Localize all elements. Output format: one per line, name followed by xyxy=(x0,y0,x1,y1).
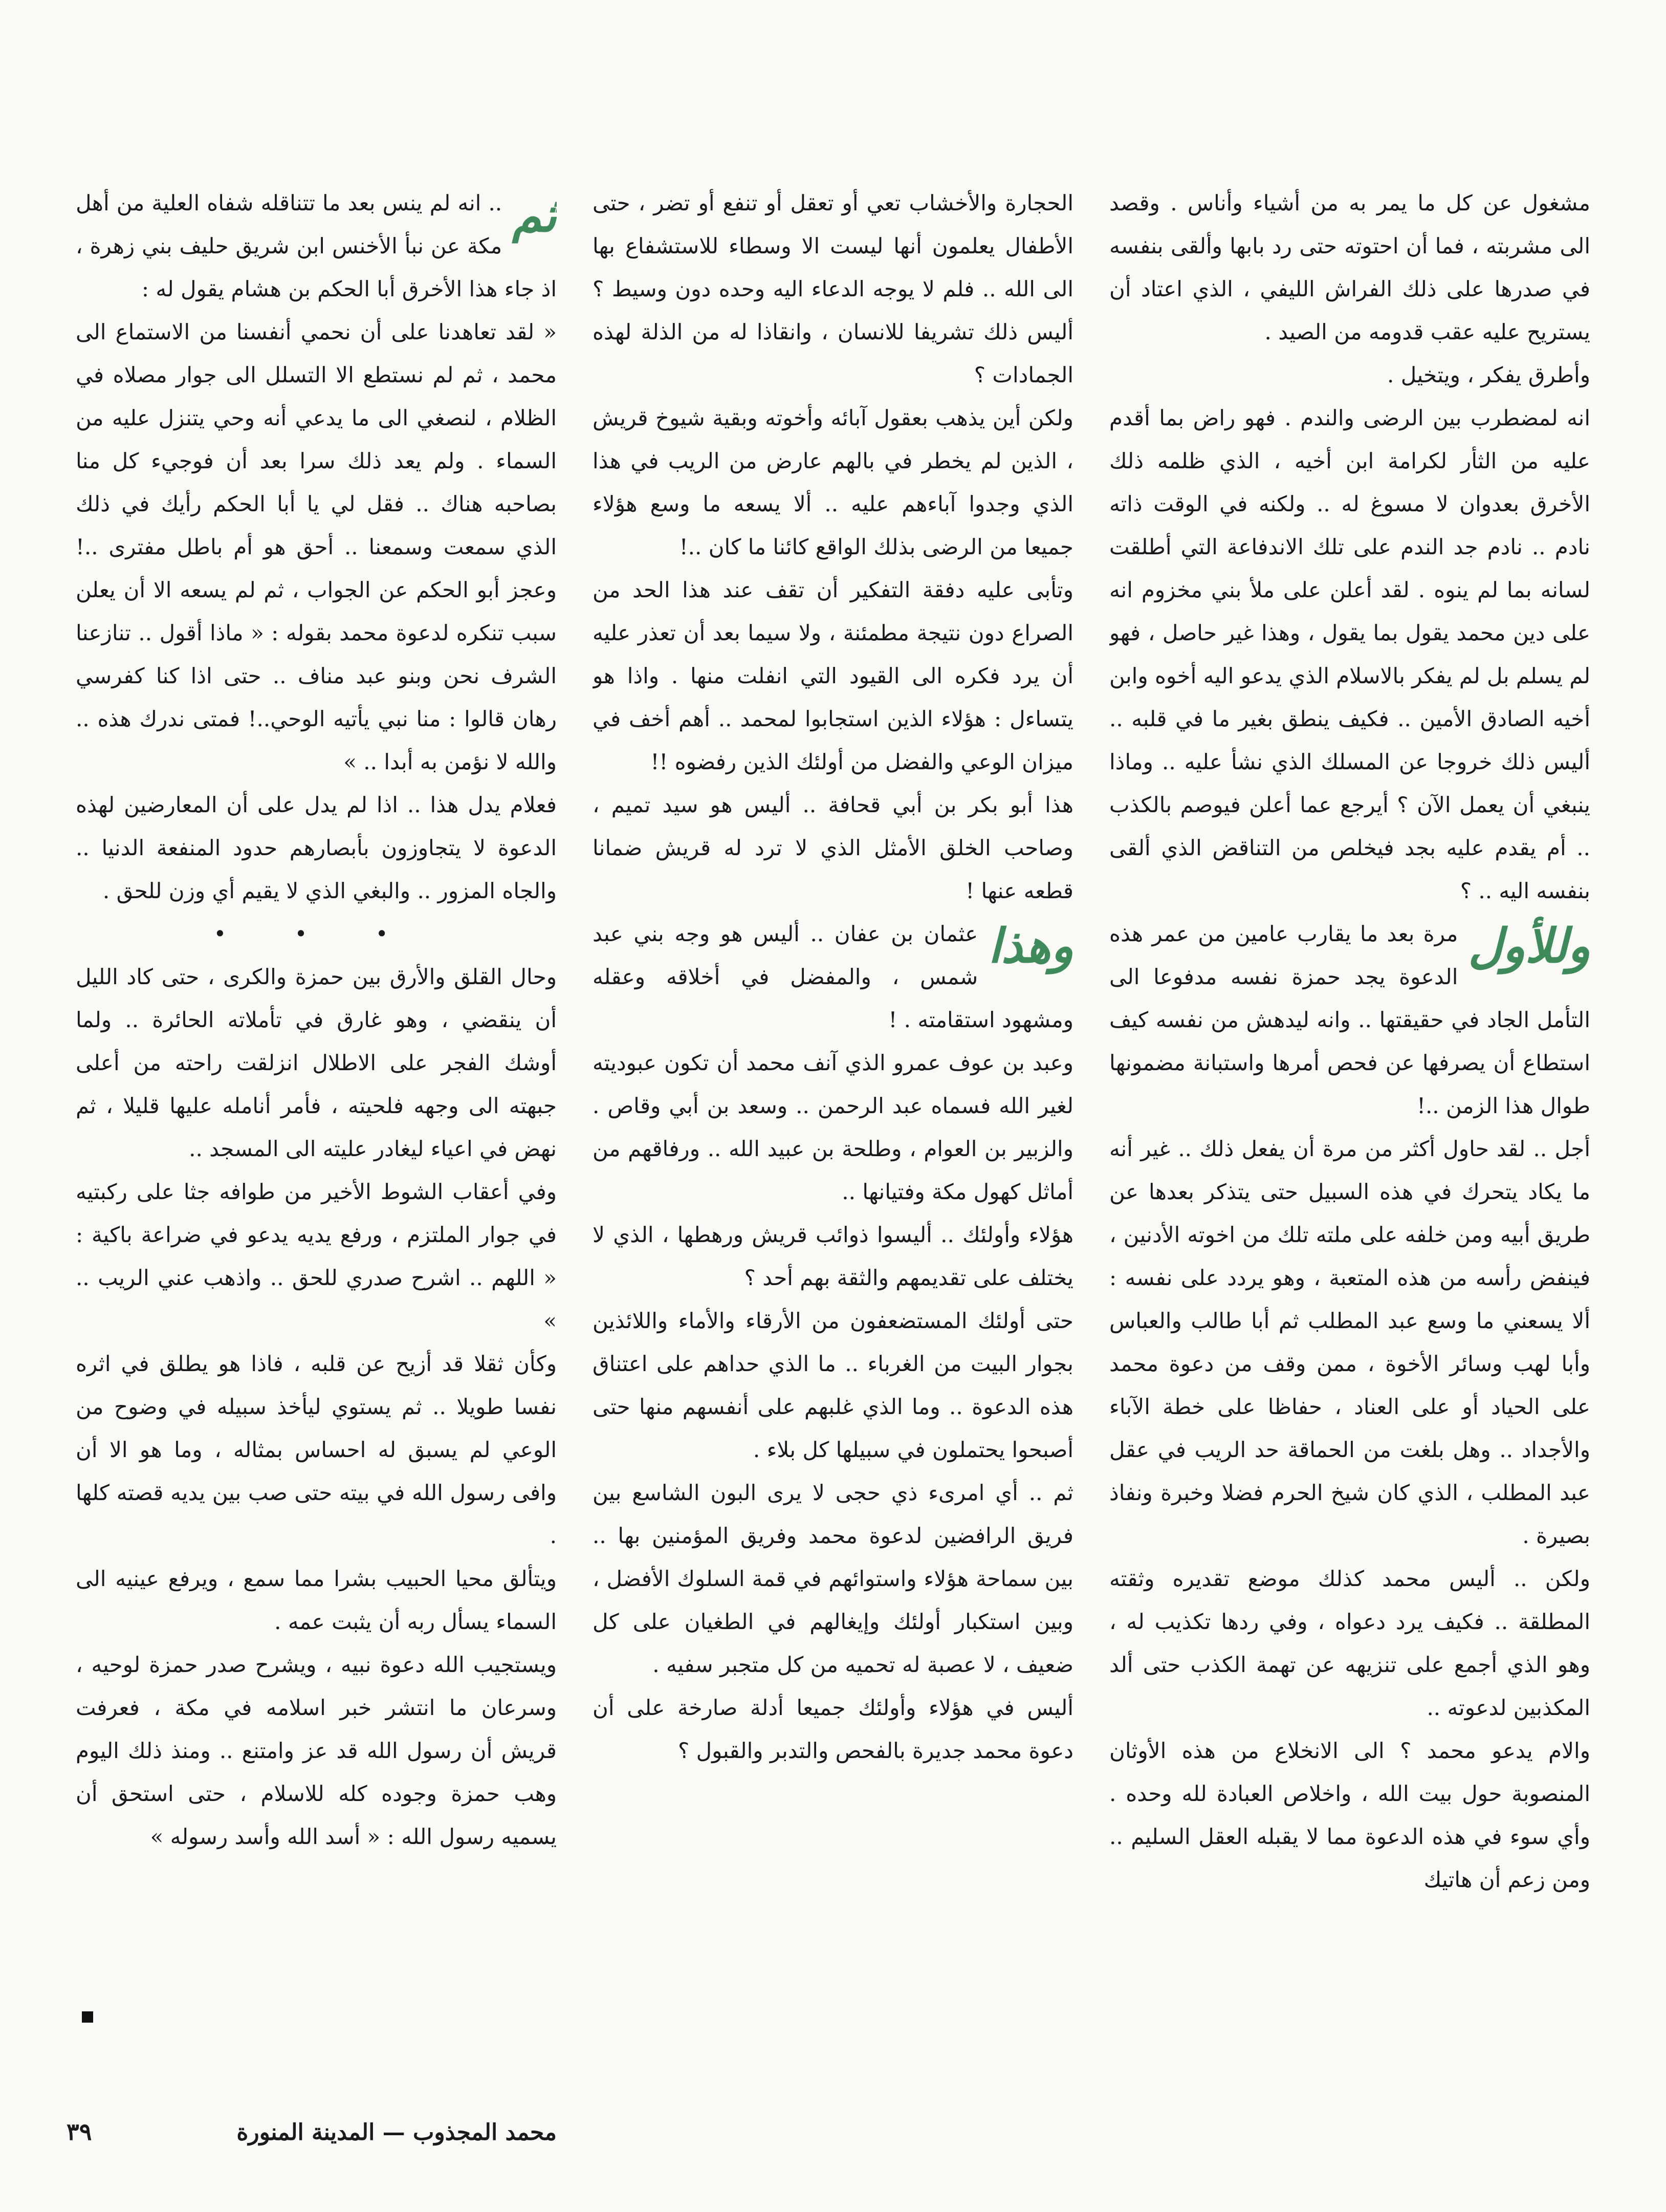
paragraph xyxy=(593,913,1073,1042)
paragraph: وعبد بن عوف عمرو الذي آنف محمد أن تكون عبوديته لغير الله فسماه عبد الرحمن .. وسعد بن أبي وقاص . والزبير بن العوام ، وطلحة بن عبيد الله .. ورفاقهم من أماثل كهول مكة وفتيانها .. xyxy=(593,1050,1073,1204)
paragraph: ولكن .. أليس محمد كذلك موضع تقديره وثقته المطلقة .. فكيف يرد دعواه ، وفي ردها تكذيب له ، وهو الذي أجمع على تنزيهه عن تهمة الكذب حتى ألد المكذبين لدعوته .. xyxy=(1109,1566,1590,1720)
paragraph: الحجارة والأخشاب تعي أو تعقل أو تنفع أو تضر ، حتى الأطفال يعلمون أنها ليست الا وسطاء للاستشفاع بها الى الله .. فلم لا يوجه الدعاء اليه وحده دون وسيط ؟ أليس ذلك تشريفا للانسان ، وانقاذا له من الذلة لهذه الجمادات ؟ xyxy=(593,190,1073,387)
paragraph: « لقد تعاهدنا على أن نحمي أنفسنا من الاستماع الى محمد ، ثم لم نستطع الا التسلل الى جوار مصلاه في الظلام ، لنصغي الى ما يدعي أنه وحي يتنزل عليه من السماء . ولم يعد ذلك سرا بعد أن فوجيء كل منا بصاحبه هناك .. فقل لي يا أبا الحكم رأيك في ذلك الذي سمعت وسمعنا .. أحق هو أم باطل مفترى ..! وعجز أبو الحكم عن الجواب ، ثم لم يسعه الا أن يعلن سبب تنكره لدعوة محمد بقوله : « ماذا أقول .. تنازعنا الشرف نحن وبنو عبد مناف .. حتى اذا كنا كفرسي رهان قالوا : منا نبي يأتيه الوحي..! فمتى ندرك هذه .. والله لا نؤمن به أبدا .. » xyxy=(76,319,557,774)
paragraph-text: .. انه لم ينس بعد ما تتناقله شفاه العلية من أهل مكة عن نبأ الأخنس ابن شريق حليف بني زهرة ، اذ جاء هذا الأخرق أبا الحكم بن هشام يقول له : xyxy=(76,190,557,301)
paragraph xyxy=(1109,913,1590,1127)
paragraph: حتى أولئك المستضعفون من الأرقاء والأماء واللائذين بجوار البيت من الغرباء .. ما الذي حداهم على اعتناق هذه الدعوة .. وما الذي غلبهم على أنفسهم منها حتى أصبحوا يحتملون في سبيلها كل بلاء . xyxy=(593,1308,1073,1462)
decorative-heading: وهذا xyxy=(988,918,1073,973)
paragraph: وأطرق يفكر ، ويتخيل . xyxy=(1387,362,1590,387)
paragraph: فعلام يدل هذا .. اذا لم يدل على أن المعارضين لهذه الدعوة لا يتجاوزون بأبصارهم حدود المنفعة الدنيا .. والجاه المزور .. والبغي الذي لا يقيم أي وزن للحق . xyxy=(76,792,557,903)
column-left xyxy=(76,182,557,2060)
paragraph xyxy=(76,182,557,311)
paragraph: هذا أبو بكر بن أبي قحافة .. أليس هو سيد تميم ، وصاحب الخلق الأمثل الذي لا ترد له قريش ضمانا قطعه عنها ! xyxy=(593,792,1073,903)
paragraph-text: مرة بعد ما يقارب عامين من عمر هذه الدعوة يجد حمزة نفسه مدفوعا الى التأمل الجاد في حقيقتها .. وانه ليدهش من نفسه كيف استطاع أن يصرفها عن فحص أمرها واستبانة مضمونها طوال هذا الزمن ..! xyxy=(1109,921,1590,1118)
decorative-heading: وللأول xyxy=(1468,918,1590,973)
paragraph: أليس في هؤلاء وأولئك جميعا أدلة صارخة على أن دعوة محمد جديرة بالفحص والتدبر والقبول ؟ xyxy=(593,1695,1073,1763)
column-right xyxy=(1109,182,1590,2060)
column-middle xyxy=(593,182,1073,2060)
page-number: ٣٩ xyxy=(67,2118,92,2145)
end-of-article-mark xyxy=(82,2011,93,2023)
paragraph: وحال القلق والأرق بين حمزة والكرى ، حتى كاد الليل أن ينقضي ، وهو غارق في تأملاته الحائرة .. ولما أوشك الفجر على الاطلال انزلقت راحته من أعلى جبهته الى وجهه فلحيته ، فأمر أنامله عليها قليلا ، ثم نهض في اعياء ليغادر عليته الى المسجد .. xyxy=(76,964,557,1161)
paragraph: انه لمضطرب بين الرضى والندم . فهو راض بما أقدم عليه من الثأر لكرامة ابن أخيه ، الذي ظلمه ذلك الأخرق بعدوان لا مسوغ له .. ولكنه في الوقت ذاته نادم .. نادم جد الندم على تلك الاندفاعة التي أطلقت لسانه بما لم ينوه . لقد أعلن على ملأ بني مخزوم انه على دين محمد يقول بما يقول ، وهذا غير حاصل ، فهو لم يسلم بل لم يفكر بالاسلام الذي يدعو اليه أخوه وابن أخيه الصادق الأمين .. فكيف ينطق بغير ما في قلبه .. أليس ذلك خروجا عن المسلك الذي نشأ عليه .. وماذا ينبغي أن يعمل الآن ؟ أيرجع عما أعلن فيوصم بالكذب .. أم يقدم عليه بجد فيخلص من التناقض الذي ألقى بنفسه اليه .. ؟ xyxy=(1109,405,1590,903)
paragraph: وتأبى عليه دفقة التفكير أن تقف عند هذا الحد من الصراع دون نتيجة مطمئنة ، ولا سيما بعد أن تعذر عليه أن يرد فكره الى القيود التي انفلت منها . واذا هو يتساءل : هؤلاء الذين استجابوا لمحمد .. أهم أخف في ميزان الوعي والفضل من أولئك الذين رفضوه !! xyxy=(593,577,1073,774)
paragraph: مشغول عن كل ما يمر به من أشياء وأناس . وقصد الى مشربته ، فما أن احتوته حتى رد بابها وألقى بنفسه في صدرها على ذلك الفراش الليفي ، الذي اعتاد أن يستريح عليه عقب قدومه من الصيد . xyxy=(1109,190,1590,344)
paragraph: والام يدعو محمد ؟ الى الانخلاع من هذه الأوثان المنصوبة حول بيت الله ، واخلاص العبادة لله وحده . وأي سوء في هذه الدعوة مما لا يقبله العقل السليم .. ومن زعم أن هاتيك xyxy=(1109,1738,1590,1892)
paragraph: أجل .. لقد حاول أكثر من مرة أن يفعل ذلك .. غير أنه ما يكاد يتحرك في هذه السبيل حتى يتذكر بعدها عن طريق أبيه ومن خلفه على ملته تلك من اخوته الأدنين ، فينفض رأسه من هذه المتعبة ، وهو يردد على نفسه : ألا يسعني ما وسع عبد المطلب ثم أبا طالب والعباس وأبا لهب وسائر الأخوة ، ممن وقف من دعوة محمد على الحياد أو على العناد ، حفاظا على خطة الآباء والأجداد .. وهل بلغت من الحماقة حد الريب في عقل عبد المطلب ، الذي كان شيخ الحرم فضلا وخبرة ونفاذ بصيرة . xyxy=(1109,1136,1590,1548)
paragraph: وفي أعقاب الشوط الأخير من طوافه جثا على ركبتيه في جوار الملتزم ، ورفع يديه يدعو في ضراعة باكية : « اللهم .. اشرح صدري للحق .. واذهب عني الريب .. » xyxy=(76,1179,557,1333)
paragraph: ولكن أين يذهب بعقول آبائه وأخوته وبقية شيوخ قريش ، الذين لم يخطر في بالهم عارض من الريب في هذا الذي وجدوا آباءهم عليه .. ألا يسعه ما وسع هؤلاء جميعا من الرضى بذلك الواقع كائنا ما كان ..! xyxy=(593,405,1073,559)
paragraph: وكأن ثقلا قد أزيح عن قلبه ، فاذا هو يطلق في اثره نفسا طويلا .. ثم يستوي ليأخذ سبيله في وضوح من الوعي لم يسبق له احساس بمثاله ، وما هو الا أن وافى رسول الله في بيته حتى صب بين يديه قصته كلها . xyxy=(76,1351,557,1548)
paragraph: ويستجيب الله دعوة نبيه ، ويشرح صدر حمزة لوحيه ، وسرعان ما انتشر خبر اسلامه في مكة ، فعرفت قريش أن رسول الله قد عز وامتنع .. ومنذ ذلك اليوم وهب حمزة وجوده كله للاسلام ، حتى استحق أن يسميه رسول الله : « أسد الله وأسد رسوله » xyxy=(76,1652,557,1849)
paragraph: ثم .. أي امرىء ذي حجى لا يرى البون الشاسع بين فريق الرافضين لدعوة محمد وفريق المؤمنين بها .. بين سماحة هؤلاء واستوائهم في قمة السلوك الأفضل ، وبين استكبار أولئك وإيغالهم في الطغيان على كل ضعيف ، لا عصبة له تحميه من كل متجبر سفيه . xyxy=(593,1480,1073,1677)
author-byline: محمد المجذوب — المدينة المنورة xyxy=(236,2119,557,2145)
paragraph: ويتألق محيا الحبيب بشرا مما سمع ، ويرفع عينيه الى السماء يسأل ربه أن يثبت عمه . xyxy=(76,1566,557,1634)
section-separator: • • • xyxy=(213,921,419,946)
paragraph: هؤلاء وأولئك .. أليسوا ذوائب قريش ورهطها ، الذي لا يختلف على تقديمهم والثقة بهم أحد ؟ xyxy=(593,1222,1073,1290)
decorative-heading: ثم xyxy=(512,187,557,243)
paragraph-text: عثمان بن عفان .. أليس هو وجه بني عبد شمس ، والمفضل في أخلاقه وعقله ومشهود استقامته . ! xyxy=(593,921,1073,1032)
